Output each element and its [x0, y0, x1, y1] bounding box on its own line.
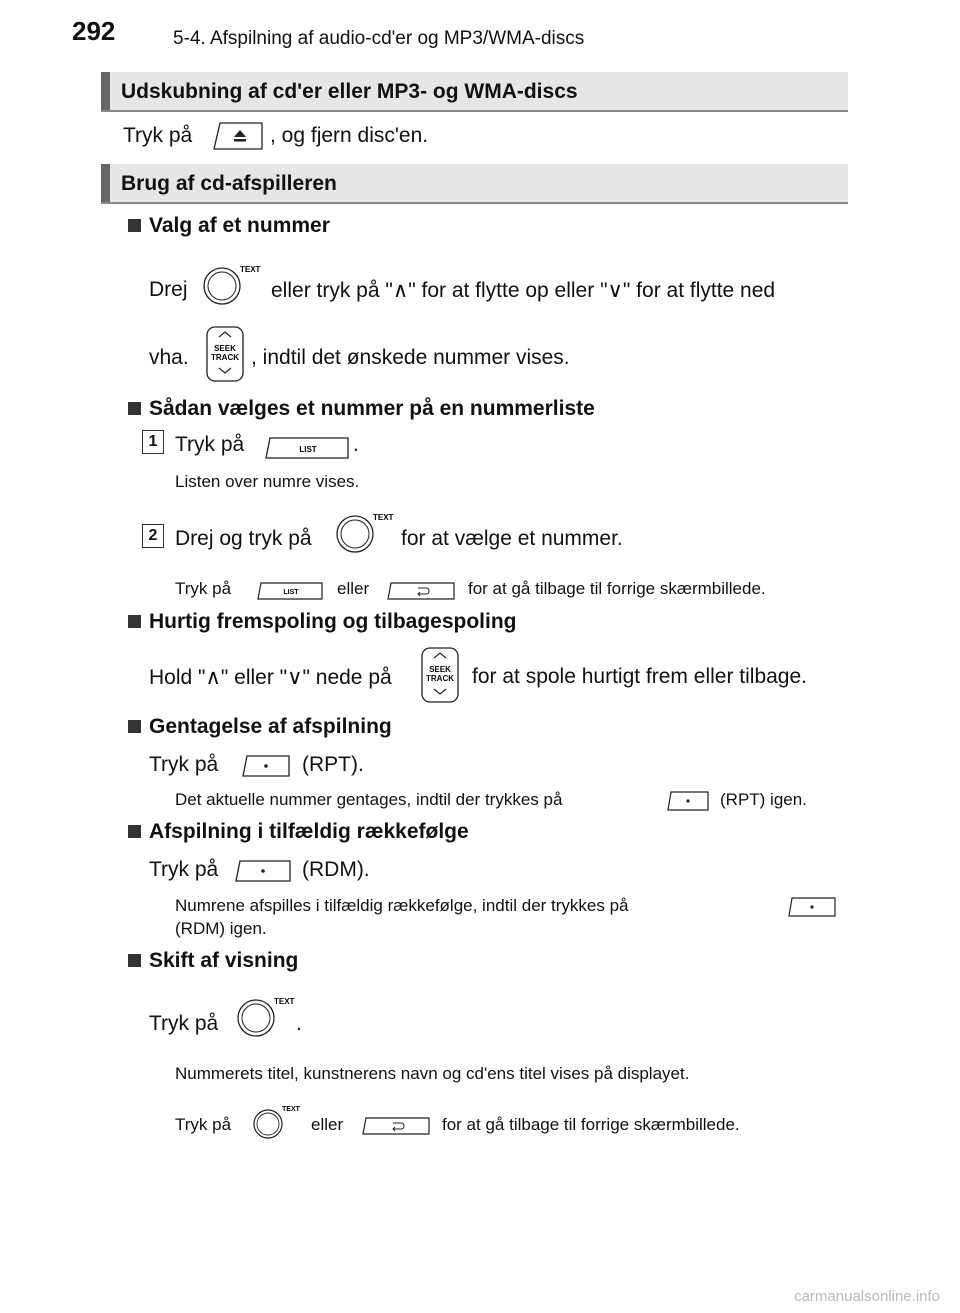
list-button-icon	[264, 436, 350, 460]
tune-knob-icon	[234, 994, 298, 1038]
bullet-square	[128, 825, 141, 838]
section-cd-title: Brug af cd-afspilleren	[121, 172, 337, 195]
tune-knob-icon	[200, 262, 264, 306]
seek-label: SEEK	[429, 665, 451, 674]
fast-forward-text-a: Hold "∧" eller "∨" nede på	[149, 666, 392, 689]
fast-forward-text-b: for at spole hurtigt frem eller tilbage.	[472, 665, 807, 688]
section-accent	[101, 164, 110, 202]
random-note-b: (RDM) igen.	[175, 919, 267, 938]
step1-text-b: .	[353, 433, 359, 456]
seek-track-button-icon	[203, 325, 247, 383]
bullet-square	[128, 219, 141, 232]
bullet-square	[128, 402, 141, 415]
section-eject-title: Udskubning af cd'er eller MP3- og WMA-discs	[121, 80, 578, 103]
step2-text-b: for at vælge et nummer.	[401, 527, 623, 550]
track-select-line1-a: Drej	[149, 278, 188, 301]
track-select-line2-b: , indtil det ønskede nummer vises.	[251, 346, 570, 369]
section-eject-header	[101, 72, 848, 112]
display-note1: Nummerets titel, kunstnerens navn og cd'ens titel vises på displayet.	[175, 1064, 690, 1083]
fast-forward-heading: Hurtig fremspoling og tilbagespoling	[149, 610, 517, 633]
display-text-b: .	[296, 1012, 302, 1035]
repeat-note-b: (RPT) igen.	[720, 790, 807, 809]
eject-button-icon	[212, 121, 266, 151]
seek-label: SEEK	[214, 344, 236, 353]
tune-knob-icon	[252, 1103, 306, 1141]
page-number: 292	[72, 16, 116, 46]
random-note-a: Numrene afspilles i tilfældig rækkefølge, indtil der trykkes på	[175, 896, 629, 915]
back-button-icon	[386, 582, 456, 600]
track-select-line1-b: eller tryk på "∧" for at flytte op eller "∨" for at flytte ned	[271, 279, 776, 302]
preset-button-icon	[234, 859, 292, 883]
step2-note-a: Tryk på	[175, 579, 232, 598]
step2-note-c: for at gå tilbage til forrige skærmbillede.	[468, 579, 766, 598]
watermark: carmanualsonline.info	[794, 1288, 940, 1305]
text-label-icon: TEXT	[274, 997, 295, 1006]
track-select-heading: Valg af et nummer	[149, 214, 330, 237]
repeat-text-a: Tryk på	[149, 753, 219, 776]
display-note2-a: Tryk på	[175, 1115, 232, 1134]
preset-button-icon	[666, 791, 710, 811]
seek-track-button-icon	[418, 646, 462, 704]
display-note2-b: eller	[311, 1115, 344, 1134]
eject-text-a: Tryk på	[123, 124, 193, 147]
step1-text-a: Tryk på	[175, 433, 245, 456]
list-select-heading: Sådan vælges et nummer på en nummerliste	[149, 397, 595, 420]
preset-button-icon	[241, 754, 291, 778]
display-text-a: Tryk på	[149, 1012, 219, 1035]
text-label-icon: TEXT	[240, 265, 261, 274]
random-text-b: (RDM).	[302, 858, 370, 881]
random-text-a: Tryk på	[149, 858, 219, 881]
random-heading: Afspilning i tilfældig rækkefølge	[149, 820, 469, 843]
track-label: TRACK	[426, 674, 454, 683]
preset-button-icon	[787, 897, 837, 917]
step-number-1: 1	[142, 430, 164, 454]
text-label-icon: TEXT	[373, 513, 394, 522]
tune-knob-icon	[333, 510, 397, 554]
repeat-note-a: Det aktuelle nummer gentages, indtil der trykkes på	[175, 790, 563, 809]
bullet-square	[128, 615, 141, 628]
repeat-text-b: (RPT).	[302, 753, 364, 776]
chapter-title: 5-4. Afspilning af audio-cd'er og MP3/WMA-discs	[173, 28, 585, 49]
eject-text-b: , og fjern disc'en.	[270, 124, 429, 147]
display-note2-c: for at gå tilbage til forrige skærmbillede.	[442, 1115, 740, 1134]
bullet-square	[128, 954, 141, 967]
list-button-icon	[256, 582, 324, 600]
bullet-square	[128, 720, 141, 733]
section-accent	[101, 72, 110, 110]
list-label: LIST	[299, 445, 317, 454]
back-button-icon	[361, 1117, 431, 1135]
track-label: TRACK	[211, 353, 239, 362]
list-label: LIST	[283, 589, 299, 596]
section-cd-header	[101, 164, 848, 204]
text-label-icon: TEXT	[282, 1106, 300, 1113]
track-select-line2-a: vha.	[149, 346, 189, 369]
display-heading: Skift af visning	[149, 949, 299, 972]
step2-text-a: Drej og tryk på	[175, 527, 312, 550]
repeat-heading: Gentagelse af afspilning	[149, 715, 392, 738]
step1-note: Listen over numre vises.	[175, 472, 360, 491]
step2-note-b: eller	[337, 579, 370, 598]
step-number-2: 2	[142, 524, 164, 548]
